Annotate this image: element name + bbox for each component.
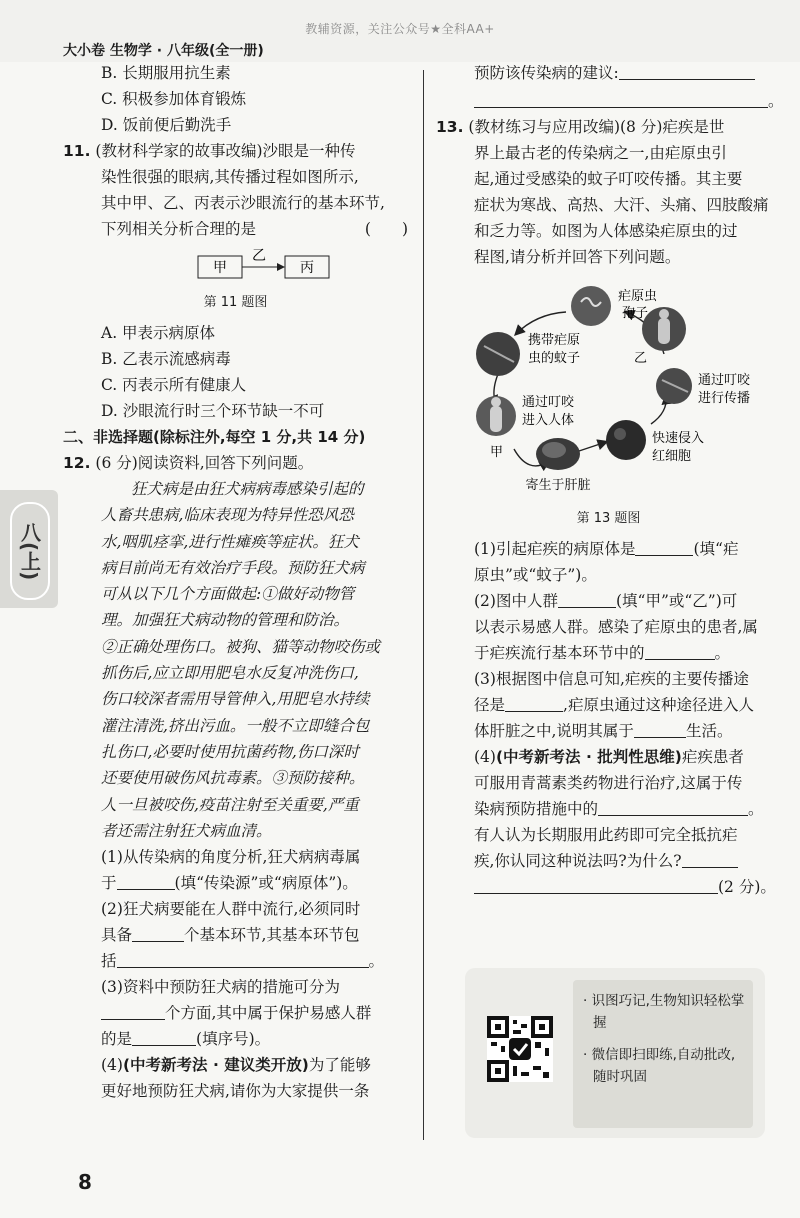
q12-s2c-pre: 括 <box>101 952 117 971</box>
passage-line: 扎伤口,必要时使用抗菌药物,伤口深时 <box>101 742 359 761</box>
q12-s2-blank-count[interactable] <box>132 923 184 942</box>
q13-s1-pre: (1)引起疟疾的病原体是 <box>474 540 636 558</box>
bite-left-label-1: 通过叮咬 <box>522 395 575 410</box>
q12-s3c-pre: 的是 <box>101 1030 133 1049</box>
q12-s2-line-1: (2)狂犬病要能在人群中流行,必须同时 <box>101 900 361 919</box>
q12-s4-tag: (中考新考法 · 建议类开放) <box>122 1056 309 1075</box>
q12-s3c-post: (填序号)。 <box>196 1030 271 1049</box>
grade-side-tab-label: 八(上) <box>10 502 50 600</box>
q13-s1-blank[interactable] <box>635 537 693 556</box>
q13-s4-blank-2[interactable] <box>682 849 738 868</box>
q13-caption: 第 13 题图 <box>576 511 641 526</box>
q11-option-c: C. 丙表示所有健康人 <box>101 376 247 394</box>
q12-s3-line-1: (3)资料中预防狂犬病的措施可分为 <box>101 978 340 997</box>
q12-s4-blank-1[interactable] <box>619 61 755 80</box>
passage-line: 水,咽肌痉挛,进行性瘫痪等症状。狂犬 <box>101 532 359 551</box>
q13-s4-post: 疟疾患者 <box>681 748 744 766</box>
q12-s1-pre: 于 <box>101 874 117 893</box>
q12-s2-post: 个基本环节,其基本环节包 <box>184 926 360 945</box>
bite-right-label-2: 进行传播 <box>698 391 751 406</box>
diagram-box-bing-label: 丙 <box>300 260 314 276</box>
q10-option-d: D. 饭前便后勤洗手 <box>101 116 232 134</box>
liver-highlight <box>542 442 566 458</box>
q11-line-3: 其中甲、乙、丙表示沙眼流行的基本环节, <box>101 194 385 212</box>
q12-s4-post: 为了能够 <box>308 1056 371 1075</box>
passage-line: 还要使用破伤风抗毒素。③预防接种。 <box>101 769 365 788</box>
q13-line-1: (教材练习与应用改编)(8 分)疟疾是世 <box>468 118 725 136</box>
q12-s4-line-2: 更好地预防狂犬病,请你为大家提供一条 <box>101 1082 370 1101</box>
bite-left-label-2: 进入人体 <box>522 413 575 428</box>
q13-s3c-post: 生活。 <box>685 722 733 740</box>
q13-s4-blank-1[interactable] <box>598 797 748 816</box>
passage-line: 人一旦被咬伤,疫苗注射至关重要,严重 <box>101 795 359 814</box>
q12-s1-post: (填“传染源”或“病原体”)。 <box>174 874 358 893</box>
q13-s2-blank-1[interactable] <box>558 589 616 608</box>
human-yi-figure <box>658 318 670 344</box>
q13-s2-line-2: 以表示易感人群。感染了疟原虫的患者,属 <box>474 618 758 636</box>
q12-intro: (6 分)阅读资料,回答下列问题。 <box>95 454 314 472</box>
q13-s2-blank-2[interactable] <box>645 641 715 660</box>
q10-option-b: B. 长期服用抗生素 <box>101 64 231 82</box>
q13-s2-pre: (2)图中人群 <box>474 592 558 610</box>
bite-right-label-1: 通过叮咬 <box>698 373 751 388</box>
qr-code-icon[interactable] <box>487 1016 553 1082</box>
q13-s2c-pre: 于疟疾流行基本环节中的 <box>474 644 645 662</box>
q13-s4e-pre: 疾,你认同这种说法吗?为什么? <box>474 852 682 870</box>
q13-s4c-post: 。 <box>748 800 764 818</box>
book-title: 大小卷 生物学 · 八年级(全一册) <box>63 43 264 59</box>
spore-label-2: 孢子 <box>622 306 649 321</box>
section-heading: 二、非选择题(除标注外,每空 1 分,共 14 分) <box>63 428 366 446</box>
q12-s2c-post: 。 <box>368 952 385 971</box>
q12-s4-pre: (4) <box>101 1056 123 1075</box>
promo-item-2: · 微信即扫即练,自动批改,随时巩固 <box>583 1047 736 1085</box>
q12-s1-line-1: (1)从传染病的角度分析,狂犬病病毒属 <box>101 848 361 867</box>
q13-s3b-pre: 径是 <box>474 696 506 714</box>
q12-s4-end: 。 <box>768 92 784 110</box>
q13-s2c-post: 。 <box>714 644 731 662</box>
q13-malaria-cycle-figure <box>436 274 781 502</box>
column-divider <box>423 70 424 1140</box>
q11-option-b: B. 乙表示流感病毒 <box>101 350 231 368</box>
right-column <box>436 60 784 900</box>
diagram-box-jia-label: 甲 <box>213 260 227 276</box>
passage-line: 理。加强狂犬病动物的管理和防治。 <box>101 611 350 630</box>
q12-s2-pre: 具备 <box>101 926 133 945</box>
answer-paren: ( ) <box>364 220 408 238</box>
q11-caption: 第 11 题图 <box>203 295 268 310</box>
passage-line: 灌注清洗,挤出污血。一般不立即缝合包 <box>101 716 370 735</box>
passage-line: 抓伤后,应立即用肥皂水反复冲洗伤口, <box>101 664 359 683</box>
q11-line-4: 下列相关分析合理的是 <box>101 220 257 238</box>
q13-line-6: 程图,请分析并回答下列问题。 <box>474 248 681 266</box>
q12-s3-blank-count[interactable] <box>101 1001 165 1020</box>
q13-s4-score: (2 分)。 <box>718 878 776 896</box>
q12-passage <box>63 476 408 844</box>
passage-line: 病目前尚无有效治疗手段。预防狂犬病 <box>101 558 365 577</box>
question-13 <box>436 114 781 900</box>
left-column <box>63 60 408 1104</box>
page-header <box>0 0 800 62</box>
rbc-label-1: 快速侵入 <box>652 431 705 446</box>
q13-s1-line-2: 原虫”或“蚊子”)。 <box>474 566 597 584</box>
q13-s4-blank-3[interactable] <box>474 875 718 894</box>
q12-s1-blank[interactable] <box>117 871 175 890</box>
q13-s4c-pre: 染病预防措施中的 <box>474 800 599 818</box>
spore-label-1: 疟原虫 <box>618 289 658 304</box>
promo-box <box>465 968 765 1138</box>
q11-diagram <box>63 246 408 286</box>
q13-s3b-post: ,疟原虫通过这种途径进入人 <box>563 696 754 714</box>
q13-number: 13. <box>436 118 464 136</box>
red-blood-cell-icon <box>606 420 646 460</box>
q12-number: 12. <box>63 454 91 472</box>
promo-item-1: · 识图巧记,生物知识轻松掌握 <box>583 993 745 1031</box>
q13-s4-tag: (中考新考法 · 批判性思维) <box>495 748 682 766</box>
q12-s3-blank-seq[interactable] <box>132 1027 196 1046</box>
q11-line-1: (教材科学家的故事改编)沙眼是一种传 <box>95 142 356 160</box>
page-number: 8 <box>78 1170 92 1194</box>
grade-side-tab <box>0 490 58 608</box>
q13-s4-pre: (4) <box>474 748 496 766</box>
q13-line-4: 症状为寒战、高热、大汗、头痛、四肢酸痛 <box>474 196 769 214</box>
q13-s3-line-1: (3)根据图中信息可知,疟疾的主要传播途 <box>474 670 749 688</box>
passage-line: ②正确处理伤口。被狗、猫等动物咬伤或 <box>101 637 381 656</box>
mosquito-left-label-1: 携带疟原 <box>528 333 581 348</box>
promo-text-panel <box>573 980 753 1128</box>
mosquito-left-label-2: 虫的蚊子 <box>528 351 581 366</box>
q13-s2-post: (填“甲”或“乙”)可 <box>615 592 738 610</box>
q11-number: 11. <box>63 142 91 160</box>
q13-line-2: 界上最古老的传染病之一,由疟原虫引 <box>474 144 727 162</box>
q13-line-5: 和乏力等。如图为人体感染疟原虫的过 <box>474 222 738 240</box>
q13-line-3: 起,通过受感染的蚊子叮咬传播。其主要 <box>474 170 743 188</box>
q11-option-d: D. 沙眼流行时三个环节缺一不可 <box>101 402 325 420</box>
spore-icon <box>571 286 611 326</box>
q11-line-2: 染性很强的眼病,其传播过程如图所示, <box>101 168 359 186</box>
q13-s1-post: (填“疟 <box>693 540 739 558</box>
label-yi: 乙 <box>634 351 648 366</box>
cycle-arrow-4 <box>576 442 606 452</box>
question-12 <box>63 450 408 1104</box>
q13-s3-blank-2[interactable] <box>634 719 686 738</box>
label-jia: 甲 <box>490 445 504 460</box>
passage-line: 人畜共患病,临床表现为特异性恐风恐 <box>101 506 354 525</box>
rbc-label-2: 红细胞 <box>652 449 692 464</box>
question-11 <box>63 138 408 424</box>
passage-line: 狂犬病是由狂犬病病毒感染引起的 <box>131 480 364 498</box>
q12-s3-post: 个方面,其中属于保护易感人群 <box>165 1004 372 1023</box>
q12-s2-blank-links[interactable] <box>117 949 369 968</box>
header-ad-text: 教辅资源，关注公众号★全科AA+ <box>305 22 495 36</box>
diagram-arrow-label: 乙 <box>252 248 266 264</box>
q10-option-c: C. 积极参加体育锻炼 <box>101 90 247 108</box>
q13-s4-line-2: 可服用青蒿素类药物进行治疗,这属于传 <box>474 774 743 792</box>
passage-line: 者还需注射狂犬病血清。 <box>101 821 272 840</box>
q13-s3c-pre: 体肝脏之中,说明其属于 <box>474 722 634 740</box>
rbc-detail <box>614 428 626 440</box>
human-jia-head <box>491 397 501 407</box>
cycle-arrow-1 <box>516 312 566 334</box>
human-jia-figure <box>490 406 502 432</box>
passage-line: 可从以下几个方面做起:①做好动物管 <box>101 585 355 604</box>
q11-option-a: A. 甲表示病原体 <box>101 324 216 342</box>
q12-s4-line-3: 预防该传染病的建议: <box>474 64 619 82</box>
q12-s4-blank-2[interactable] <box>474 89 768 108</box>
q13-s3-blank-1[interactable] <box>505 693 563 712</box>
human-yi-head <box>659 309 669 319</box>
liver-label: 寄生于肝脏 <box>525 478 591 493</box>
q13-s4-line-4: 有人认为长期服用此药即可完全抵抗疟 <box>474 826 738 844</box>
arrow-head-icon <box>277 263 285 271</box>
passage-line: 伤口较深者需用导管伸入,用肥皂水持续 <box>101 690 370 709</box>
